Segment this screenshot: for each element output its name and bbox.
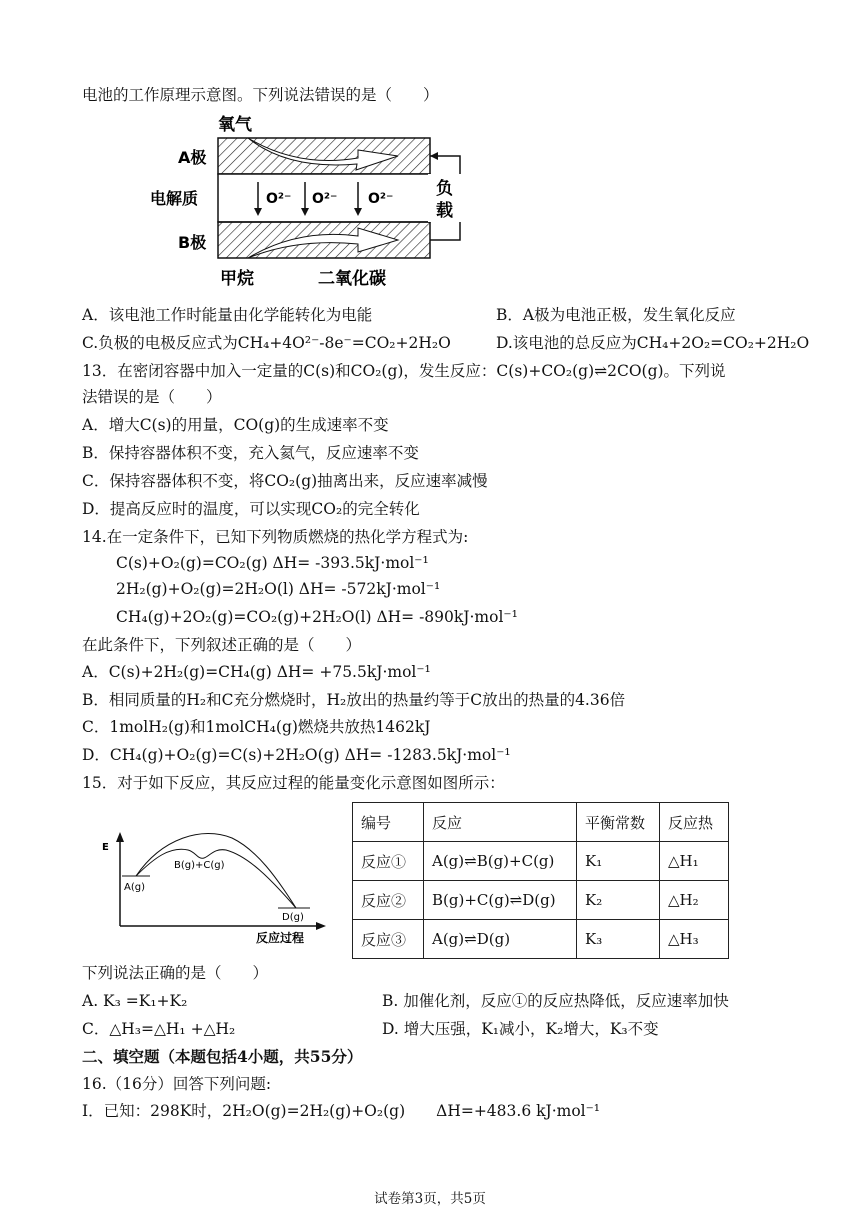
q15-stem: 15．对于如下反应，其反应过程的能量变化示意图如图所示： [82, 774, 505, 792]
bc-label: B(g)+C(g) [174, 860, 225, 871]
co2-label: 二氧化碳 [318, 269, 386, 289]
ion-label-3: O²⁻ [368, 191, 394, 207]
q14-question: 在此条件下，下列叙述正确的是（ ） [82, 636, 362, 654]
q13-option-a: A．增大C(s)的用量，CO(g)的生成速率不变 [82, 416, 389, 434]
q15-option-a: A. K₃ =K₁+K₂ [82, 992, 188, 1010]
q12-option-c: C.负极的电极反应式为CH₄+4O²⁻-8e⁻=CO₂+2H₂O [82, 334, 451, 352]
table-header-cell: 编号 [353, 803, 424, 842]
two-step-curve [136, 849, 296, 908]
q14-option-d: D．CH₄(g)+O₂(g)=C(s)+2H₂O(g) ΔH= -1283.5kJ·mol⁻¹ [82, 746, 511, 764]
load-label-1: 负 [436, 179, 453, 199]
table-cell: 反应② [353, 881, 424, 920]
b-electrode-label: B极 [178, 233, 207, 252]
q14-stem: 14.在一定条件下，已知下列物质燃烧的热化学方程式为: [82, 528, 469, 546]
table-cell: K₃ [577, 920, 660, 959]
table-cell: K₁ [577, 842, 660, 881]
a-electrode-label: A极 [178, 148, 207, 167]
q14-equation-1: C(s)+O₂(g)=CO₂(g) ΔH= -393.5kJ·mol⁻¹ [116, 554, 429, 572]
a-electrode [218, 138, 430, 174]
q13-option-d: D．提高反应时的温度，可以实现CO₂的完全转化 [82, 500, 420, 518]
table-row [353, 842, 729, 881]
d-g-label: D(g) [282, 912, 304, 923]
q15-option-d: D. 增大压强，K₁减小，K₂增大，K₃不变 [382, 1020, 659, 1038]
q14-option-c: C．1molH₂(g)和1molCH₄(g)燃烧共放热1462kJ [82, 718, 431, 736]
x-axis-label: 反应过程 [256, 931, 305, 945]
q16-stem: 16.（16分）回答下列问题: [82, 1075, 272, 1093]
q15-option-c: C．△H₃=△H₁ +△H₂ [82, 1020, 236, 1038]
q12-option-d: D.该电池的总反应为CH₄+2O₂=CO₂+2H₂O [496, 334, 810, 352]
q15-question: 下列说法正确的是（ ） [82, 964, 269, 982]
electrolyte-label: 电解质 [150, 189, 199, 208]
q15-option-b: B. 加催化剂，反应①的反应热降低，反应速率加快 [382, 992, 729, 1010]
q13-option-c: C．保持容器体积不变，将CO₂(g)抽离出来，反应速率减慢 [82, 472, 488, 490]
fuel-cell-diagram [148, 108, 478, 292]
q15-reaction-table [352, 802, 729, 959]
q12-stem: 电池的工作原理示意图。下列说法错误的是（ ） [82, 86, 439, 104]
table-header-row [353, 803, 729, 842]
load-label-2: 载 [436, 201, 453, 221]
table-cell: B(g)+C(g)⇌D(g) [424, 881, 577, 920]
q13-stem-line1: 13．在密闭容器中加入一定量的C(s)和CO₂(g)，发生反应：C(s)+CO₂(g)⇌2CO(g)。下列说 [82, 362, 726, 380]
table-header-cell: 平衡常数 [577, 803, 660, 842]
table-row [353, 920, 729, 959]
table-header-cell: 反应热 [660, 803, 729, 842]
q14-option-a: A．C(s)+2H₂(g)=CH₄(g) ΔH= +75.5kJ·mol⁻¹ [82, 663, 431, 681]
ion-label-1: O²⁻ [266, 191, 292, 207]
q13-option-b: B．保持容器体积不变，充入氦气，反应速率不变 [82, 444, 419, 462]
a-g-label: A(g) [124, 882, 145, 893]
page-footer: 试卷第3页，共5页 [374, 1191, 486, 1207]
q14-equation-3: CH₄(g)+2O₂(g)=CO₂(g)+2H₂O(l) ΔH= -890kJ·mol⁻¹ [116, 608, 518, 626]
table-row [353, 881, 729, 920]
table-cell: △H₂ [660, 881, 729, 920]
q14-option-b: B．相同质量的H₂和C充分燃烧时，H₂放出的热量约等于C放出的热量的4.36倍 [82, 691, 626, 709]
table-cell: △H₁ [660, 842, 729, 881]
table-header-cell: 反应 [424, 803, 577, 842]
q16-part1: Ⅰ．已知：298K时，2H₂O(g)=2H₂(g)+O₂(g) ΔH=+483.6 kJ·mol⁻¹ [82, 1102, 601, 1120]
q12-option-b: B．A极为电池正极，发生氧化反应 [496, 306, 736, 324]
table-cell: K₂ [577, 881, 660, 920]
table-cell: △H₃ [660, 920, 729, 959]
table-cell: 反应③ [353, 920, 424, 959]
table-cell: A(g)⇌B(g)+C(g) [424, 842, 577, 881]
methane-label: 甲烷 [220, 269, 254, 289]
table-cell: 反应① [353, 842, 424, 881]
section-2-heading: 二、填空题（本题包括4小题，共55分） [82, 1047, 363, 1066]
energy-profile-graph [92, 828, 338, 946]
ion-label-2: O²⁻ [312, 191, 338, 207]
oxygen-label: 氧气 [218, 115, 252, 135]
y-axis-label: E [102, 842, 109, 853]
q12-option-a: A．该电池工作时能量由化学能转化为电能 [82, 306, 373, 324]
table-cell: A(g)⇌D(g) [424, 920, 577, 959]
q14-equation-2: 2H₂(g)+O₂(g)=2H₂O(l) ΔH= -572kJ·mol⁻¹ [116, 580, 441, 598]
q13-stem-line2: 法错误的是（ ） [82, 388, 222, 406]
